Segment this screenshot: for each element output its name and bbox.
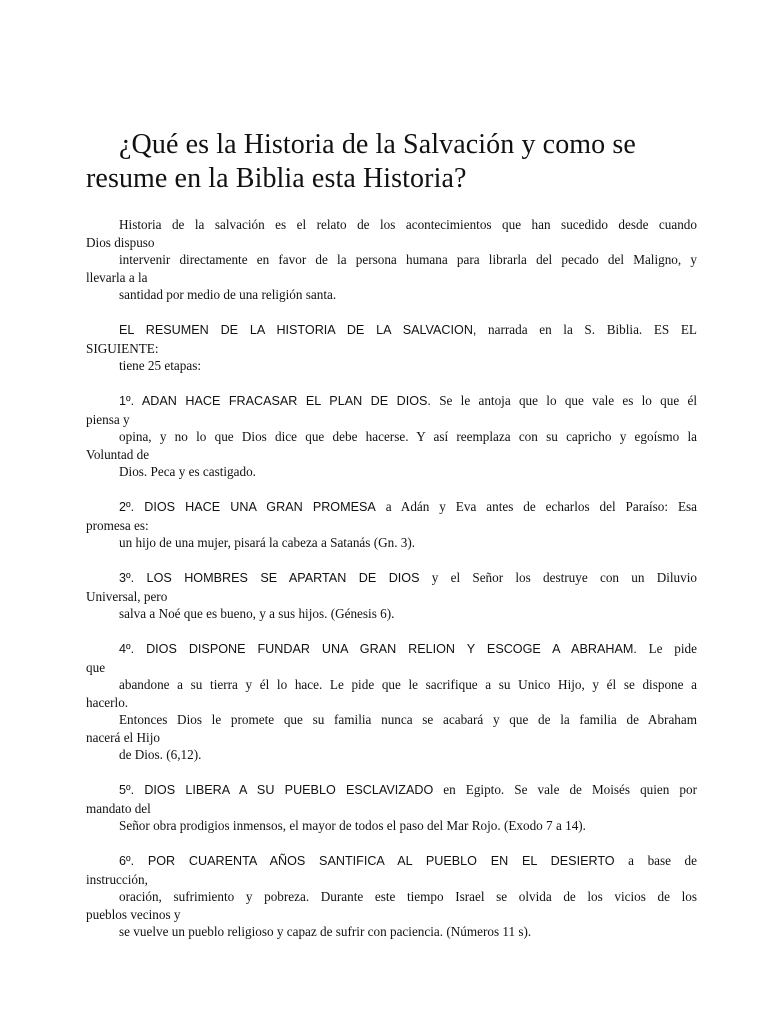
line-text: SIGUIENTE: [86, 340, 159, 356]
paragraph [86, 852, 697, 941]
document-page [86, 0, 697, 958]
section-heading: 6º. POR CUARENTA AÑOS SANTIFICA AL PUEBLO EN EL DESIERTO [119, 854, 615, 868]
paragraph-line [86, 852, 697, 871]
paragraph-line [86, 906, 697, 924]
line-text: abandone a su tierra y él lo hace. Le pide que le sacrifique a su Unico Hijo, y él se dispone a [119, 677, 697, 692]
paragraph-line [86, 888, 697, 906]
line-text: Universal, pero [86, 588, 168, 604]
line-text: y el Señor los destruye con un Diluvio [419, 570, 698, 585]
paragraph [86, 569, 697, 623]
paragraph-line [86, 659, 697, 677]
paragraph-line [86, 640, 697, 659]
paragraph-line [86, 446, 697, 464]
paragraph-line [86, 605, 697, 623]
paragraph-line [86, 428, 697, 446]
section-heading: 1º. ADAN HACE FRACASAR EL PLAN DE DIOS. [119, 394, 431, 408]
paragraph-line [86, 216, 697, 234]
paragraph-line [86, 251, 697, 269]
paragraph-line [86, 286, 697, 304]
section-heading: 4º. DIOS DISPONE FUNDAR UNA GRAN RELION Y ESCOGE A ABRAHAM. [119, 642, 637, 656]
paragraph-line [86, 411, 697, 429]
line-text: Voluntad de [86, 446, 150, 462]
paragraph [86, 498, 697, 552]
paragraph [86, 392, 697, 481]
paragraph-line [86, 781, 697, 800]
line-text: Dios. Peca y es castigado. [119, 464, 256, 479]
line-text: narrada en la S. Biblia. ES EL [476, 322, 697, 337]
line-text: pueblos vecinos y [86, 906, 181, 922]
paragraph-line [86, 498, 697, 517]
paragraph-line [86, 569, 697, 588]
paragraph-line [86, 817, 697, 835]
paragraph-line [86, 517, 697, 535]
paragraph [86, 216, 697, 304]
paragraph-line [86, 676, 697, 694]
paragraph-line [86, 392, 697, 411]
paragraph-line [86, 463, 697, 481]
line-text: hacerlo. [86, 694, 129, 710]
section-heading: 5º. DIOS LIBERA A SU PUEBLO ESCLAVIZADO [119, 783, 434, 797]
paragraph-line [86, 711, 697, 729]
paragraph-line [86, 871, 697, 889]
line-text: en Egipto. Se vale de Moisés quien por [433, 782, 697, 797]
line-text: que [86, 659, 106, 675]
line-text: llevarla a la [86, 269, 148, 285]
line-text: opina, y no lo que Dios dice que debe hacerse. Y así reemplaza con su capricho y egoísmo la [119, 429, 697, 444]
document-body [86, 216, 697, 941]
section-heading: 2º. DIOS HACE UNA GRAN PROMESA [119, 500, 376, 514]
line-text: Historia de la salvación es el relato de los acontecimientos que han sucedido desde cuando [119, 217, 697, 232]
line-text: Señor obra prodigios inmensos, el mayor de todos el paso del Mar Rojo. (Exodo 7 a 14). [119, 818, 586, 833]
line-text: a Adán y Eva antes de echarlos del Paraíso: Esa [375, 499, 698, 514]
paragraph-line [86, 357, 697, 375]
line-text: Le pide [636, 641, 697, 656]
paragraph-line [86, 923, 697, 941]
line-text: nacerá el Hijo [86, 729, 160, 745]
paragraph-line [86, 694, 697, 712]
paragraph [86, 640, 697, 764]
paragraph-line [86, 588, 697, 606]
section-heading: 3º. LOS HOMBRES SE APARTAN DE DIOS [119, 571, 420, 585]
paragraph-line [86, 321, 697, 340]
line-text: promesa es: [86, 517, 149, 533]
line-text: Entonces Dios le promete que su familia nunca se acabará y que de la familia de Abraham [119, 712, 697, 727]
paragraph-line [86, 746, 697, 764]
line-text: Dios dispuso [86, 234, 155, 250]
line-text: mandato del [86, 800, 151, 816]
paragraph-line [86, 534, 697, 552]
section-heading: EL RESUMEN DE LA HISTORIA DE LA SALVACION, [119, 323, 477, 337]
line-text: salva a Noé que es bueno, y a sus hijos. (Génesis 6). [119, 606, 395, 621]
line-text: de Dios. (6,12). [119, 747, 202, 762]
line-text: Se le antoja que lo que vale es lo que él [430, 393, 698, 408]
line-text: se vuelve un pueblo religioso y capaz de sufrir con paciencia. (Números 11 s). [119, 924, 532, 939]
line-text: a base de [614, 853, 698, 868]
paragraph [86, 781, 697, 835]
paragraph-line [86, 729, 697, 747]
paragraph-line [86, 340, 697, 358]
line-text: piensa y [86, 411, 130, 427]
paragraph [86, 321, 697, 375]
line-text: un hijo de una mujer, pisará la cabeza a Satanás (Gn. 3). [119, 535, 416, 550]
line-text: instrucción, [86, 871, 148, 887]
line-text: oración, sufrimiento y pobreza. Durante este tiempo Israel se olvida de los vicios de los [119, 889, 697, 904]
line-text: tiene 25 etapas: [119, 358, 202, 373]
line-text: intervenir directamente en favor de la persona humana para librarla del pecado del Maligno, y [119, 252, 697, 267]
line-text: santidad por medio de una religión santa. [119, 287, 337, 302]
document-title: ¿Qué es la Historia de la Salvación y como se resume en la Biblia esta Historia? [86, 129, 636, 194]
paragraph-line [86, 269, 697, 287]
paragraph-line [86, 800, 697, 818]
paragraph-line [86, 234, 697, 252]
